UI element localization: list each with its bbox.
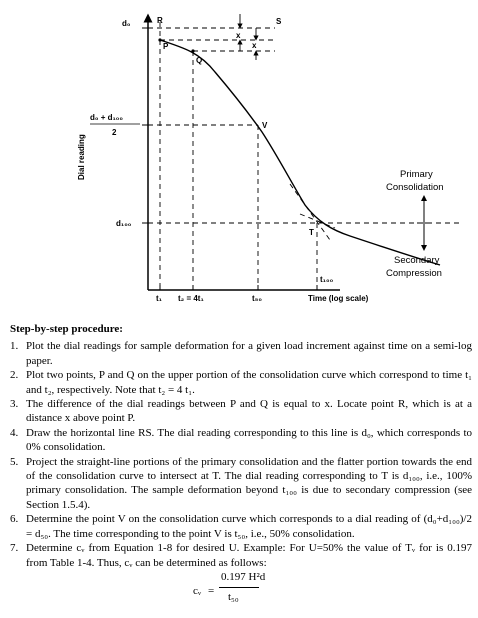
formula-equals: = [208, 584, 215, 597]
step-number: 7. [10, 542, 19, 555]
label-t: T [309, 228, 314, 237]
step-text: Plot two points, P and Q on the upper portion of the consolidation curve which correspond to time t₁ and t₂, respectively. Note that t₂ = 4 t₁. [26, 369, 472, 396]
cv-formula [10, 570, 472, 606]
step-text: Determine the point V on the consolidation curve which corresponds to a dial reading of (d₀+d₁₀₀)/2 = d₅₀. The time corresponding to the point V is t₅₀, i.e., 50% consolidation. [26, 513, 472, 540]
formula-fraction-bar [219, 587, 259, 588]
label-secondary-2: Compression [386, 268, 442, 279]
formula-denominator: t₅₀ [228, 590, 239, 603]
label-x1: x [236, 31, 241, 40]
step-6 [10, 512, 472, 541]
label-r: R [157, 16, 163, 25]
label-t100: t₁₀₀ [320, 275, 334, 284]
label-x2: x [252, 41, 257, 50]
label-p: P [163, 42, 169, 51]
step-3 [10, 397, 472, 426]
step-1 [10, 339, 472, 368]
step-2 [10, 368, 472, 397]
label-d0: d₀ [122, 19, 131, 28]
tangent-secondary [300, 214, 335, 228]
step-text: Determine cᵥ from Equation 1-8 for desired U. Example: For U=50% the value of Tᵥ for is 0.197 from Table 1-4. Thus, cᵥ can be determined as follows: [26, 542, 472, 569]
step-number: 1. [10, 340, 19, 353]
step-4 [10, 426, 472, 455]
step-7 [10, 541, 472, 570]
label-q: Q [196, 56, 203, 65]
procedure-steps [10, 339, 472, 570]
label-dmid-num: d₀ + d₁₀₀ [90, 113, 124, 122]
step-text: Project the straight-line portions of the primary consolidation and the flatter portion towards the end of the consolidation curve to intersect at T. The dial reading corresponding to T is d₁₀₀, i.e., 100% primary consolidation. The sample deformation beyond t₁₀₀ is due to secondary compression (see Section 1.5.4). [26, 455, 472, 511]
step-number: 5. [10, 455, 19, 468]
procedure-section [10, 322, 472, 606]
procedure-title: Step-by-step procedure: [10, 323, 123, 335]
label-t50: t₅₀ [252, 294, 262, 303]
label-d100: d₁₀₀ [116, 219, 132, 228]
label-t1: t₁ [156, 294, 162, 303]
label-secondary-1: Secondary [394, 255, 440, 266]
step-text: The difference of the dial readings between P and Q is equal to x. Locate point R, which is at a distance x above point P. [26, 398, 472, 425]
label-v: V [262, 121, 268, 130]
step-text: Plot the dial readings for sample deformation for a given load increment against time on a semi-log paper. [26, 340, 472, 367]
formula-numerator: 0.197 H²d [221, 570, 266, 583]
point-p [158, 38, 161, 41]
label-primary-1: Primary [400, 169, 433, 180]
consolidation-curve [160, 40, 440, 265]
label-x-axis: Time (log scale) [308, 294, 369, 303]
step-number: 4. [10, 426, 19, 439]
step-number: 3. [10, 398, 19, 411]
step-number: 6. [10, 513, 19, 526]
step-5 [10, 455, 472, 513]
label-primary-2: Consolidation [386, 182, 444, 193]
label-t2: t₂ = 4t₁ [178, 294, 204, 303]
label-dmid-den: 2 [112, 128, 117, 137]
label-y-axis: Dial reading [77, 134, 86, 180]
label-s: S [276, 17, 282, 26]
step-number: 2. [10, 369, 19, 382]
point-q [191, 49, 194, 52]
formula-lhs: cᵥ [193, 584, 202, 597]
step-text: Draw the horizontal line RS. The dial reading corresponding to this line is d₀, which corresponds to 0% consolidation. [26, 426, 472, 454]
